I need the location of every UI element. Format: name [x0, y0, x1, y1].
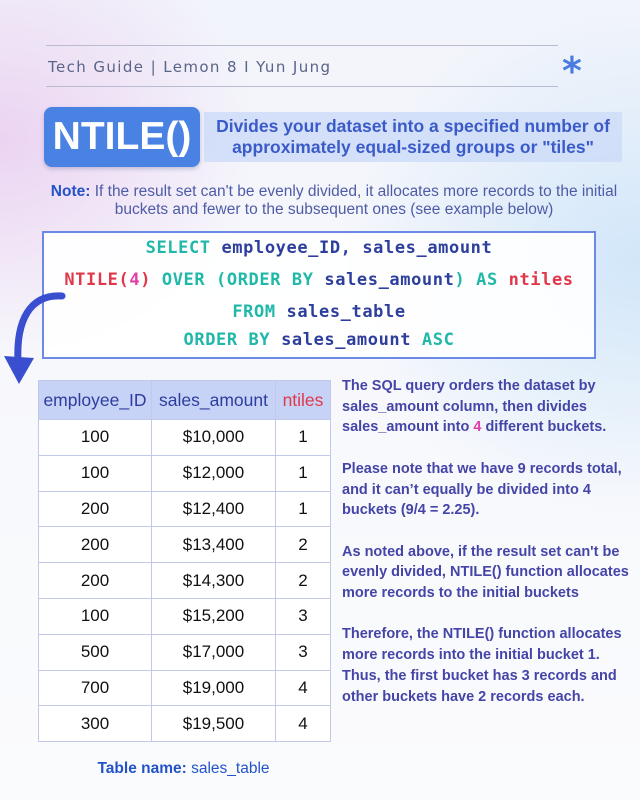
sql-keyword: ) AS — [454, 270, 509, 290]
cell: 700 — [39, 670, 152, 706]
highlight-number: 4 — [473, 419, 482, 436]
header-rule-top — [46, 45, 558, 46]
asterisk-icon: * — [562, 49, 582, 93]
sql-line-1 — [44, 238, 594, 258]
header-rule-bottom — [46, 86, 558, 87]
column-header: employee_ID — [39, 381, 152, 420]
table-row — [39, 563, 331, 599]
sql-line-2 — [44, 270, 594, 290]
table-row — [39, 420, 331, 456]
data-table — [38, 380, 331, 742]
column-header: ntiles — [276, 381, 331, 420]
cell: 300 — [39, 706, 152, 742]
sql-alias: ntiles — [508, 270, 574, 290]
cell: $19,000 — [152, 670, 276, 706]
note — [34, 183, 634, 219]
note-label: Note: — [50, 183, 91, 200]
cell: $12,400 — [152, 491, 276, 527]
explanation-paragraph — [342, 376, 632, 438]
sql-keyword: OVER (ORDER BY — [151, 270, 325, 290]
sql-text: employee_ID, sales_amount — [210, 238, 493, 258]
cell: 2 — [276, 527, 331, 563]
sql-number: 4 — [129, 270, 141, 290]
cell: 3 — [276, 634, 331, 670]
table-header-row — [39, 381, 331, 420]
cell: $14,300 — [152, 563, 276, 599]
page-title: NTILE() — [44, 107, 200, 167]
cell: 1 — [276, 420, 331, 456]
note-line2: buckets and fewer to the subsequent ones (see example below) — [114, 201, 554, 218]
table-caption-label: Table name: — [97, 760, 187, 777]
cell: 200 — [39, 527, 152, 563]
cell: 4 — [276, 670, 331, 706]
sql-line-3 — [44, 302, 594, 322]
explanation-paragraph: Please note that we have 9 records total, and it can’t equally be divided into 4 buckets (9/4 = 2.25). — [342, 460, 622, 519]
cell: $13,400 — [152, 527, 276, 563]
cell: 1 — [276, 455, 331, 491]
sql-line-4 — [44, 330, 594, 350]
cell: 100 — [39, 598, 152, 634]
table-caption — [38, 760, 329, 778]
explanation-paragraph: As noted above, if the result set can't be evenly divided, NTILE() function allocates more records to the initial buckets — [342, 543, 629, 601]
cell: $19,500 — [152, 706, 276, 742]
sql-keyword: ORDER BY — [183, 330, 271, 350]
explanation-text: different buckets. — [481, 419, 607, 436]
cell: 1 — [276, 491, 331, 527]
cell: $17,000 — [152, 634, 276, 670]
sql-keyword: FROM — [232, 302, 276, 322]
table-row — [39, 491, 331, 527]
table-row — [39, 455, 331, 491]
table-row — [39, 527, 331, 563]
table-row — [39, 706, 331, 742]
sql-function-close: ) — [140, 270, 152, 290]
cell: 4 — [276, 706, 331, 742]
header-text: Tech Guide | Lemon 8 I Yun Jung — [48, 58, 332, 76]
explanation-text: The SQL query orders the dataset by sales_amount column, then divides sales_amount into — [342, 378, 596, 436]
description — [204, 112, 622, 162]
cell: $15,200 — [152, 598, 276, 634]
sql-keyword: SELECT — [145, 238, 211, 258]
cell: 100 — [39, 455, 152, 491]
explanation — [342, 376, 632, 728]
sql-text: sales_table — [275, 302, 406, 322]
cell: $10,000 — [152, 420, 276, 456]
cell: 200 — [39, 563, 152, 599]
description-line: Divides your dataset into a specified number of — [216, 116, 610, 136]
note-line1: If the result set can't be evenly divided, it allocates more records to the initial — [90, 183, 618, 200]
column-header: sales_amount — [152, 381, 276, 420]
sql-column: sales_amount — [324, 270, 455, 290]
description-line: approximately equal-sized groups or "tiles" — [232, 137, 594, 157]
cell: 200 — [39, 491, 152, 527]
table-row — [39, 598, 331, 634]
sql-keyword: ASC — [411, 330, 455, 350]
table-row — [39, 634, 331, 670]
table-row — [39, 670, 331, 706]
sql-function: NTILE( — [64, 270, 130, 290]
cell: $12,000 — [152, 455, 276, 491]
sql-code-box — [42, 231, 596, 359]
sql-column: sales_amount — [270, 330, 412, 350]
cell: 100 — [39, 420, 152, 456]
cell: 2 — [276, 563, 331, 599]
table-caption-value: sales_table — [186, 760, 270, 777]
explanation-paragraph: Therefore, the NTILE() function allocates more records into the initial bucket 1. Thus, the first bucket has 3 records and other buckets have 2 records each. — [342, 626, 622, 705]
cell: 500 — [39, 634, 152, 670]
cell: 3 — [276, 598, 331, 634]
